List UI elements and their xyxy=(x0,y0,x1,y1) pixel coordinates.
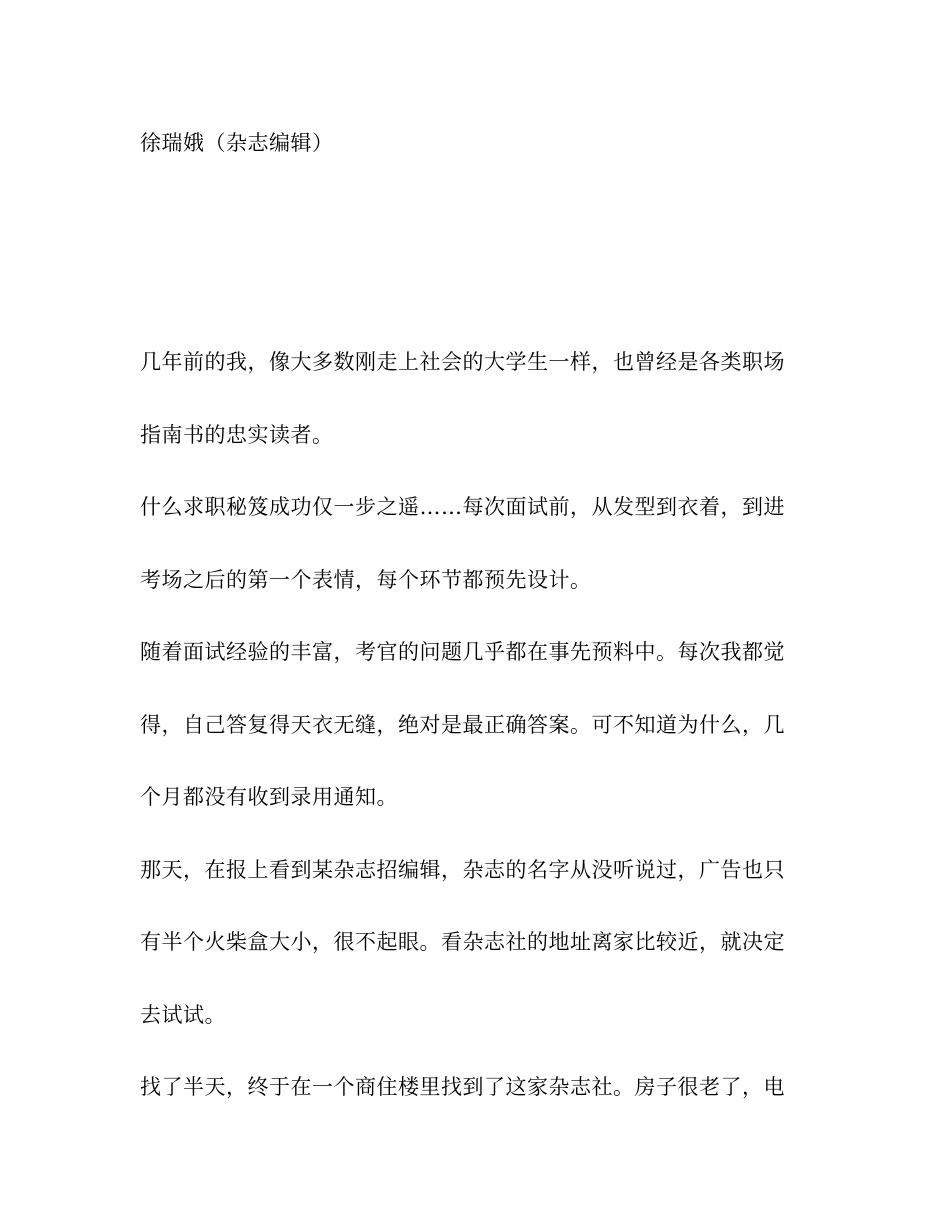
text-line: 随着面试经验的丰富，考官的问题几乎都在事先预料中。每次我都觉 xyxy=(140,640,785,664)
text-line: 什么求职秘笈成功仅一步之遥……每次面试前，从发型到衣着，到进 xyxy=(140,495,785,519)
text-line: 那天，在报上看到某杂志招编辑，杂志的名字从没听说过，广告也只 xyxy=(140,857,785,882)
text-line: 找了半天，终于在一个商住楼里找到了这家杂志社。房子很老了，电 xyxy=(140,1075,785,1099)
article-body xyxy=(140,347,800,1145)
paragraph-4 xyxy=(140,855,800,1073)
text-line: 得，自己答复得天衣无缝，绝对是最正确答案。可不知道为什么，几 xyxy=(140,712,785,737)
paragraph-3 xyxy=(140,637,800,855)
paragraph-1 xyxy=(140,347,800,492)
paragraph-5 xyxy=(140,1072,800,1145)
text-line: 几年前的我，像大多数刚走上社会的大学生一样，也曾经是各类职场 xyxy=(140,350,785,374)
text-line: 个月都没有收到录用通知。 xyxy=(140,785,398,809)
author-line: 徐瑞娥（杂志编辑） xyxy=(140,131,334,155)
text-line: 指南书的忠实读者。 xyxy=(140,422,334,447)
text-line: 去试试。 xyxy=(140,1002,226,1027)
text-line: 考场之后的第一个表情，每个环节都预先设计。 xyxy=(140,567,592,592)
text-line: 有半个火柴盒大小，很不起眼。看杂志社的地址离家比较近，就决定 xyxy=(140,930,785,954)
paragraph-2 xyxy=(140,492,800,637)
